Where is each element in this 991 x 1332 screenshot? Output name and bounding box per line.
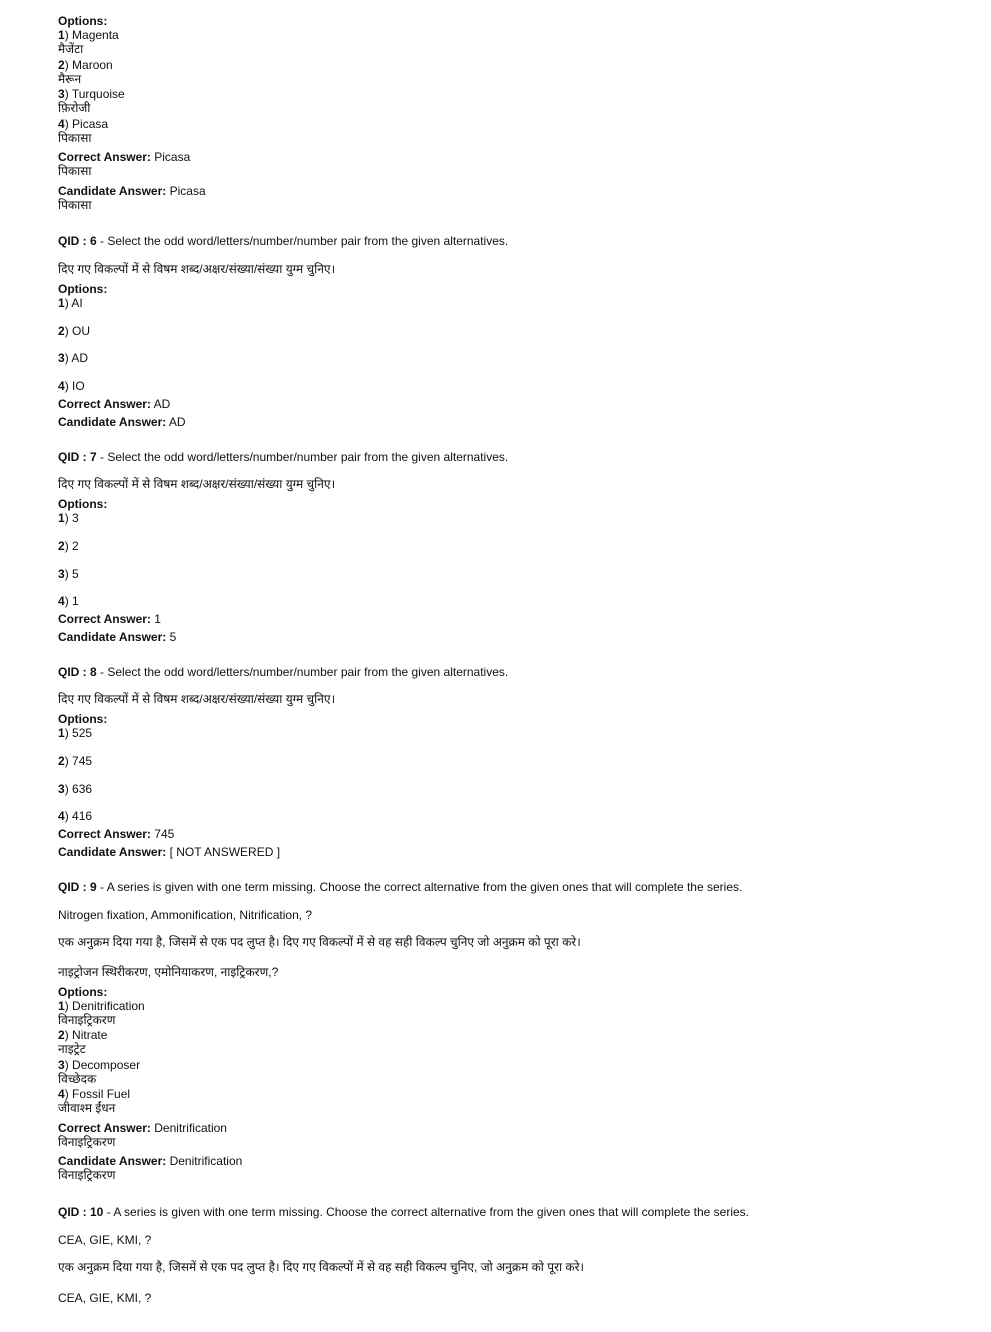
option-2: 2) OU — [58, 324, 91, 338]
option-4: 4) 416 — [58, 809, 93, 823]
option-3-hindi: फ़िरोजी — [58, 101, 91, 115]
option-1: 1) Magenta — [58, 28, 119, 42]
correct-answer: Correct Answer: Denitrification — [58, 1121, 227, 1135]
candidate-answer: Candidate Answer: AD — [58, 415, 186, 429]
option-1: 1) AI — [58, 296, 83, 310]
option-3: 3) 5 — [58, 567, 79, 581]
question-series-hindi: CEA, GIE, KMI, ? — [58, 1291, 152, 1305]
question-text: QID : 10 - A series is given with one term missing. Choose the correct alternative from the given ones that will complete the series. — [58, 1205, 749, 1219]
option-1: 1) 3 — [58, 511, 79, 525]
question-series-hindi: नाइट्रोजन स्थिरीकरण, एमोनियाकरण, नाइट्रिकरण,? — [58, 965, 279, 979]
option-4: 4) IO — [58, 379, 85, 393]
option-4: 4) 1 — [58, 594, 79, 608]
options-label: Options: — [58, 282, 108, 296]
question-text: QID : 6 - Select the odd word/letters/number/number pair from the given alternatives. — [58, 234, 509, 248]
option-4: 4) Picasa — [58, 117, 109, 131]
option-3-hindi: विच्छेदक — [58, 1072, 97, 1086]
option-2-hindi: नाइट्रेट — [58, 1042, 86, 1056]
candidate-answer-hindi: पिकासा — [58, 198, 92, 212]
candidate-answer: Candidate Answer: Picasa — [58, 184, 206, 198]
option-4: 4) Fossil Fuel — [58, 1087, 131, 1101]
candidate-answer: Candidate Answer: 5 — [58, 630, 177, 644]
question-text: QID : 9 - A series is given with one term missing. Choose the correct alternative from the given ones that will complete the series. — [58, 880, 743, 894]
correct-answer-hindi: पिकासा — [58, 164, 92, 178]
option-2: 2) Nitrate — [58, 1028, 108, 1042]
options-label: Options: — [58, 985, 108, 999]
question-text-hindi: दिए गए विकल्पों में से विषम शब्द/अक्षर/संख्या/संख्या युग्म चुनिए। — [58, 477, 336, 491]
option-3: 3) Turquoise — [58, 87, 125, 101]
option-4-hindi: जीवाश्म ईंधन — [58, 1101, 116, 1115]
correct-answer: Correct Answer: AD — [58, 397, 171, 411]
option-3: 3) Decomposer — [58, 1058, 141, 1072]
option-1-hindi: मैजेंटा — [58, 42, 84, 56]
options-label: Options: — [58, 712, 108, 726]
question-text-hindi: दिए गए विकल्पों में से विषम शब्द/अक्षर/संख्या/संख्या युग्म चुनिए। — [58, 692, 336, 706]
question-series: CEA, GIE, KMI, ? — [58, 1233, 152, 1247]
options-label: Options: — [58, 14, 108, 28]
correct-answer: Correct Answer: 745 — [58, 827, 175, 841]
question-text: QID : 8 - Select the odd word/letters/number/number pair from the given alternatives. — [58, 665, 509, 679]
option-1-hindi: विनाइट्रिकरण — [58, 1013, 116, 1027]
question-text-hindi: दिए गए विकल्पों में से विषम शब्द/अक्षर/संख्या/संख्या युग्म चुनिए। — [58, 262, 336, 276]
question-text-hindi: एक अनुक्रम दिया गया है, जिसमें से एक पद लुप्त है। दिए गए विकल्पों में से वह सही विकल्प चुनिए, जो अनुक्रम को पूरा करे। — [58, 1260, 585, 1274]
candidate-answer-hindi: विनाइट्रिकरण — [58, 1168, 116, 1182]
option-1: 1) Denitrification — [58, 999, 145, 1013]
option-2: 2) Maroon — [58, 58, 113, 72]
option-2: 2) 2 — [58, 539, 79, 553]
question-text: QID : 7 - Select the odd word/letters/number/number pair from the given alternatives. — [58, 450, 509, 464]
correct-answer-hindi: विनाइट्रिकरण — [58, 1135, 116, 1149]
options-label: Options: — [58, 497, 108, 511]
question-text-hindi: एक अनुक्रम दिया गया है, जिसमें से एक पद लुप्त है। दिए गए विकल्पों में से वह सही विकल्प चुनिए जो अनुक्रम को पूरा करे। — [58, 935, 581, 949]
option-3: 3) AD — [58, 351, 89, 365]
option-2-hindi: मैरून — [58, 72, 82, 86]
option-3: 3) 636 — [58, 782, 93, 796]
option-1: 1) 525 — [58, 726, 93, 740]
correct-answer: Correct Answer: 1 — [58, 612, 161, 626]
question-series: Nitrogen fixation, Ammonification, Nitrification, ? — [58, 908, 313, 922]
option-4-hindi: पिकासा — [58, 131, 92, 145]
option-2: 2) 745 — [58, 754, 93, 768]
candidate-answer: Candidate Answer: [ NOT ANSWERED ] — [58, 845, 281, 859]
correct-answer: Correct Answer: Picasa — [58, 150, 191, 164]
candidate-answer: Candidate Answer: Denitrification — [58, 1154, 243, 1168]
